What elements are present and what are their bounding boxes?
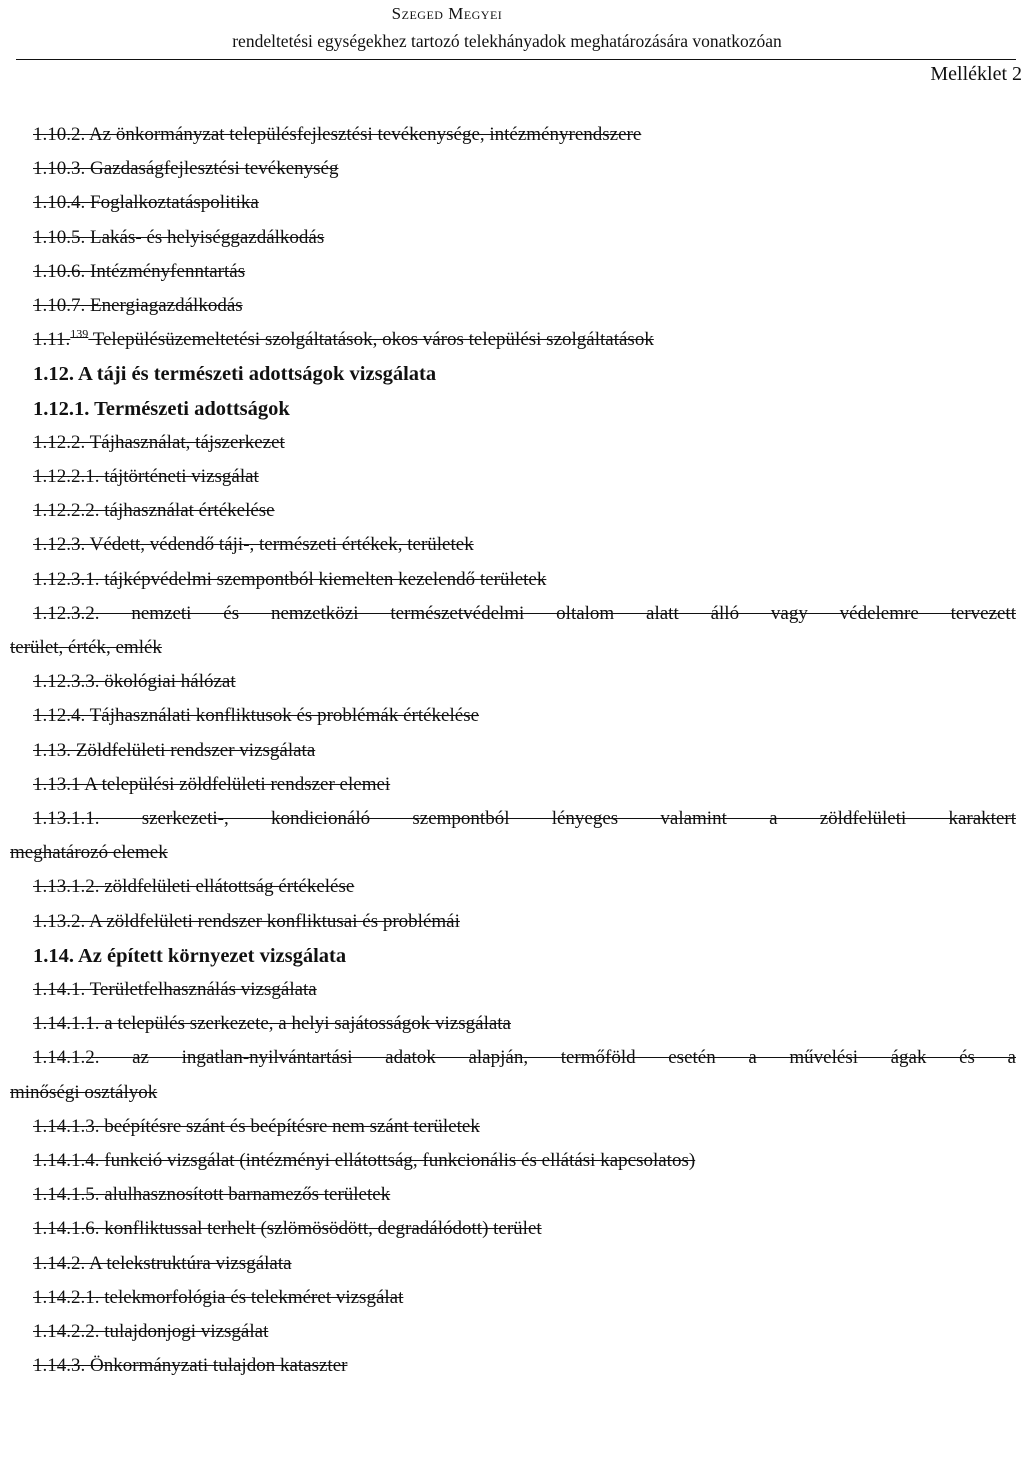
toc-item bbox=[33, 295, 243, 317]
toc-item bbox=[33, 227, 324, 249]
toc-item-text: 1.10.2. Az önkormányzat településfejlesztési tevékenysége, intézményrendszere bbox=[33, 124, 642, 145]
toc-item bbox=[33, 1116, 480, 1138]
toc-item-text: 1.10.4. Foglalkoztatáspolitika bbox=[33, 192, 259, 214]
toc-item bbox=[33, 1287, 403, 1309]
toc-item bbox=[33, 740, 315, 762]
toc-item bbox=[33, 705, 479, 727]
toc-item-text: 1.14.1.1. a település szerkezete, a helyi sajátosságok vizsgálata bbox=[33, 1013, 511, 1035]
toc-item-text: terület, érték, emlék bbox=[10, 637, 162, 658]
header-title: Szeged Megyei bbox=[391, 4, 503, 23]
toc-item-text: 1.13.2. A zöldfelületi rendszer konfliktusai és problémái bbox=[33, 910, 460, 932]
toc-item bbox=[33, 911, 460, 933]
toc-item-text: 1.14.1. Területfelhasználás vizsgálata bbox=[33, 979, 317, 1000]
toc-item bbox=[33, 1150, 695, 1172]
toc-item-text: 1.14.1.5. alulhasznosított barnamezős területek bbox=[33, 1184, 391, 1206]
toc-item bbox=[33, 671, 236, 693]
toc-item-text: 1.12.3. Védett, védendő táji-, természeti értékek, területek bbox=[33, 534, 474, 556]
toc-item-text: 1.14.1.4. funkció vizsgálat (intézményi ellátottság, funkcionális és ellátási kapcsolatos) bbox=[33, 1150, 696, 1171]
header-subtitle: rendeltetési egységekhez tartozó telekhányadok meghatározására vonatkozóan bbox=[232, 31, 782, 51]
toc-item-text: 1.11. bbox=[33, 329, 71, 351]
toc-item-text: 1.14. Az épített környezet vizsgálata bbox=[33, 944, 347, 967]
toc-item bbox=[33, 261, 245, 283]
toc-item bbox=[33, 774, 390, 796]
toc-item-text: 1.12.3.1. tájképvédelmi szempontból kiemelten kezelendő területek bbox=[33, 568, 547, 590]
toc-item-text: minőségi osztályok bbox=[10, 1081, 158, 1103]
toc-item-text: 1.12.2.1. tájtörténeti vizsgálat bbox=[33, 466, 259, 487]
toc-item bbox=[33, 1321, 268, 1343]
toc-item-text: 1.10.6. Intézményfenntartás bbox=[33, 260, 246, 282]
toc-item-text: 1.10.7. Energiagazdálkodás bbox=[33, 295, 243, 316]
toc-item-text: 1.12.3.3. ökológiai hálózat bbox=[33, 671, 236, 693]
toc-item-text: Településüzemeltetési szolgáltatások, okos város települési szolgáltatások bbox=[88, 329, 654, 351]
toc-item-continuation bbox=[10, 842, 168, 864]
toc-item-text: 1.12. A táji és természeti adottságok vizsgálata bbox=[33, 363, 437, 386]
toc-item-text: 1.12.4. Tájhasználati konfliktusok és problémák értékelése bbox=[33, 705, 480, 727]
toc-item-text: 1.10.5. Lakás- és helyiséggazdálkodás bbox=[33, 226, 325, 248]
toc-item-text: 1.13. Zöldfelületi rendszer vizsgálata bbox=[33, 739, 316, 761]
toc-item bbox=[33, 1013, 511, 1035]
toc-item-text: 1.14.2. A telekstruktúra vizsgálata bbox=[33, 1252, 292, 1274]
toc-item bbox=[33, 534, 474, 556]
toc-item bbox=[33, 603, 1016, 625]
toc-item-continuation bbox=[10, 637, 162, 659]
toc-item-text: 1.14.1.2. az ingatlan-nyilvántartási adatok alapján, termőföld esetén a művelési ágak és a bbox=[33, 1047, 1016, 1069]
toc-item-text: 1.14.1.6. konfliktussal terhelt (szlömösödött, degradálódott) terület bbox=[33, 1218, 542, 1240]
toc-item-text: meghatározó elemek bbox=[10, 842, 168, 864]
toc-item bbox=[33, 466, 259, 488]
toc-item bbox=[33, 158, 338, 180]
annex-label: Melléklet 2 bbox=[930, 63, 1022, 85]
toc-item-text: 1.12.3.2. nemzeti és nemzetközi természetvédelmi oltalom alatt álló vagy védelemre tervezett bbox=[33, 602, 1016, 624]
toc-item-text: 1.13.1 A települési zöldfelületi rendszer elemei bbox=[33, 773, 391, 795]
toc-item-text: 1.12.2.2. tájhasználat értékelése bbox=[33, 500, 275, 522]
toc-item bbox=[33, 876, 354, 898]
toc-item bbox=[33, 1253, 292, 1275]
toc-item-text: 1.12.1. Természeti adottságok bbox=[33, 397, 290, 420]
toc-item-continuation bbox=[10, 1082, 157, 1104]
toc-item-text: 1.14.2.1. telekmorfológia és telekméret vizsgálat bbox=[33, 1286, 404, 1308]
toc-item bbox=[33, 192, 259, 214]
toc-item bbox=[33, 1218, 542, 1240]
toc-item-text: 1.12.2. Tájhasználat, tájszerkezet bbox=[33, 431, 285, 453]
toc-item-text: 1.10.3. Gazdaságfejlesztési tevékenység bbox=[33, 158, 339, 180]
toc-item bbox=[33, 1184, 390, 1206]
toc-item bbox=[33, 500, 275, 522]
toc-item-text: 1.14.1.3. beépítésre szánt és beépítésre nem szánt területek bbox=[33, 1115, 480, 1137]
toc-item-text: 1.14.3. Önkormányzati tulajdon kataszter bbox=[33, 1355, 348, 1377]
footnote-reference[interactable]: 139 bbox=[70, 326, 89, 341]
toc-item bbox=[33, 1355, 347, 1377]
toc-item bbox=[33, 124, 641, 146]
toc-item-text: 1.13.1.2. zöldfelületi ellátottság értékelése bbox=[33, 876, 355, 898]
toc-item bbox=[33, 808, 1016, 830]
toc-item-text: 1.14.2.2. tulajdonjogi vizsgálat bbox=[33, 1321, 269, 1342]
toc-item-text: 1.13.1.1. szerkezeti-, kondicionáló szempontból lényeges valamint a zöldfelületi karaktert bbox=[33, 808, 1016, 829]
toc-heading bbox=[33, 363, 436, 385]
toc-item bbox=[33, 1047, 1016, 1069]
toc-item bbox=[33, 326, 654, 351]
toc-heading bbox=[33, 398, 290, 420]
toc-item bbox=[33, 569, 546, 591]
toc-heading bbox=[33, 945, 346, 967]
toc-item bbox=[33, 979, 317, 1001]
toc-item bbox=[33, 432, 285, 454]
